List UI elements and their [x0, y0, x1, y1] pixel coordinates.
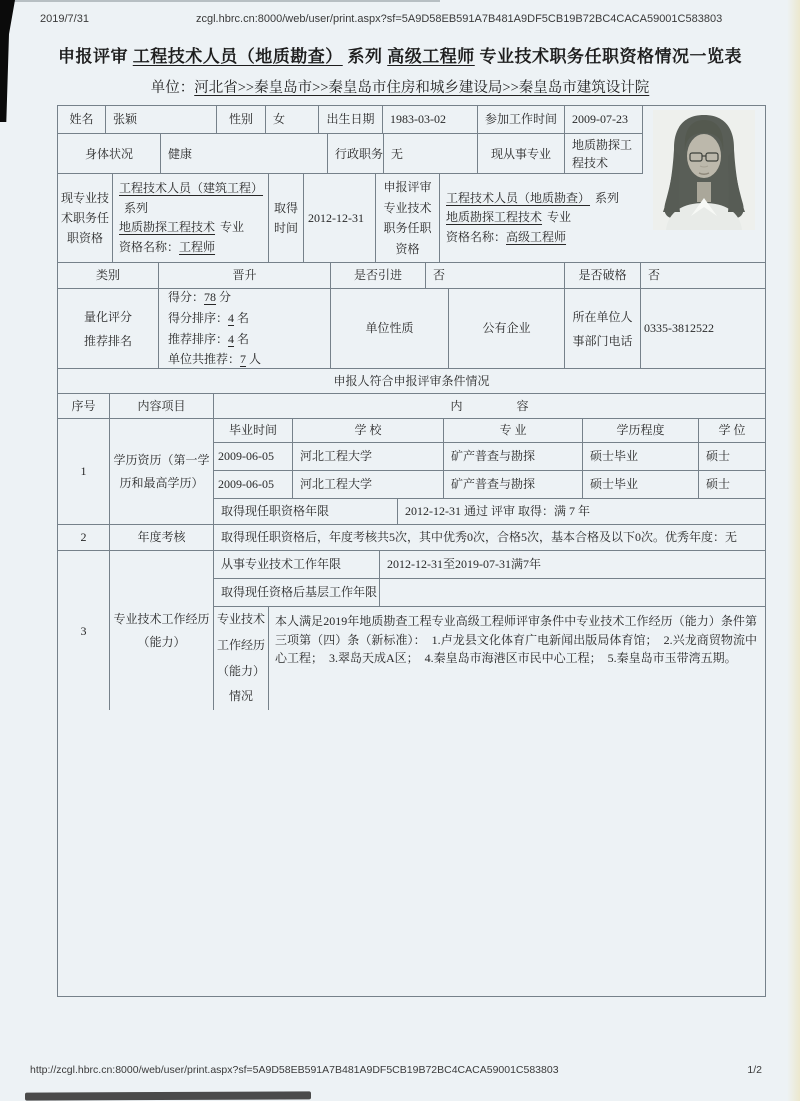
rec-rank-value: 4 [228, 331, 235, 346]
score-label: 得分： [168, 290, 205, 305]
org-type-label: 单位性质 [331, 289, 449, 369]
profession-value: 地质勘探工程技术 [565, 134, 643, 174]
work-start-value: 2009-07-23 [565, 106, 643, 134]
rec-rank-label: 推荐排序： [168, 331, 229, 346]
experience-situation-label [214, 607, 269, 710]
apply-qual-content [440, 184, 625, 252]
category-value: 晋升 [159, 263, 331, 289]
score-rank-label: 得分排序： [168, 310, 229, 325]
scan-artifact-bottom-bar [25, 1091, 311, 1100]
title-rank: 高级工程师 [387, 47, 475, 66]
apply-qual-name: 高级工程师 [506, 229, 567, 244]
birth-value: 1983-03-02 [383, 106, 478, 134]
print-footer-url: http://zcgl.hbrc.cn:8000/web/user/print.aspx?sf=5A9D58EB591A7B481A9DF5CB19B72BC4CACA59001C583803 [30, 1064, 559, 1076]
unit-label: 单位： [150, 80, 195, 96]
edu-major: 矿产普查与勘探 [444, 471, 583, 499]
item-col-header: 内容项目 [110, 394, 214, 419]
apply-qual-series: 工程技术人员（地质勘查） [446, 190, 591, 205]
conditions-header: 申报人符合申报评审条件情况 [58, 369, 765, 394]
situation-label-line: 工作经历 [216, 637, 265, 652]
apply-qual-major: 地质勘探工程技术 [446, 210, 543, 225]
profession-label: 现从事专业 [478, 134, 565, 174]
print-footer-page-number: 1/2 [747, 1064, 762, 1076]
edu-header-grad-date: 毕业时间 [214, 419, 293, 443]
unit-breadcrumb: 河北省>>秦皇岛市>>秦皇岛市住房和城乡建设局>>秦皇岛市建筑设计院 [194, 80, 650, 96]
work-years-value: 2012-12-31至2019-07-31满7年 [380, 551, 765, 579]
situation-label-line: 情况 [228, 689, 253, 704]
score-value: 78 [204, 290, 217, 305]
name-label: 姓名 [58, 106, 106, 134]
current-qual-major-suffix: 专业 [220, 220, 245, 235]
table-row [214, 471, 765, 499]
grassroots-value [380, 579, 765, 607]
edu-major: 矿产普查与勘探 [444, 443, 583, 471]
portrait-image [653, 110, 755, 230]
edu-degree-level: 硕士毕业 [583, 471, 699, 499]
seq-col-header: 序号 [58, 394, 110, 419]
form-table [57, 105, 766, 997]
hr-phone-value: 0335-3812522 [641, 289, 765, 369]
gender-label: 性别 [217, 106, 266, 134]
score-block-label-line1: 量化评分 [83, 309, 132, 324]
grassroots-label: 取得现任资格后基层工作年限 [214, 579, 380, 607]
gender-value: 女 [266, 106, 319, 134]
unit-line [0, 76, 800, 97]
health-value: 健康 [161, 134, 328, 174]
score-rank-value: 4 [228, 310, 235, 325]
hr-phone-label: 所在单位人事部门电话 [565, 289, 641, 369]
current-qual-name-label: 资格名称： [119, 239, 180, 254]
edu-school: 河北工程大学 [293, 471, 444, 499]
exception-label: 是否破格 [565, 263, 641, 289]
obtain-time-label: 取得时间 [269, 174, 304, 263]
experience-seq: 3 [58, 551, 110, 710]
apply-qual-name-label: 资格名称： [446, 229, 507, 244]
situation-label-line: 专业技术 [216, 612, 265, 626]
scan-artifact-right-strip [787, 0, 800, 1101]
current-qual-label: 现专业技术职务任职资格 [58, 174, 113, 263]
content-col-header: 内容 [214, 394, 765, 419]
edu-header-school: 学 校 [293, 419, 444, 443]
table-row [214, 443, 765, 471]
apply-qual-series-suffix: 系列 [595, 190, 620, 205]
print-header-url: zcgl.hbrc.cn:8000/web/user/print.aspx?sf=5A9D58EB591A7B481A9DF5CB19B72BC4CACA59001C583803 [196, 13, 723, 25]
rec-rank-unit: 名 [237, 331, 250, 346]
edu-header-major: 专 业 [444, 419, 583, 443]
experience-text: 本人满足2019年地质勘查工程专业高级工程师评审条件中专业技术工作经历（能力）条件第三项第（四）条（新标准）： 1.卢龙县文化体育广电新闻出版局体育馆； 2.兴龙商贸物流中心工程； 3.翠岛天成A区； 4.秦皇岛市海港区市民中心工程； 5.秦皇岛市玉带湾五期。 [275, 614, 757, 666]
birth-label: 出生日期 [319, 106, 383, 134]
score-unit: 分 [219, 290, 232, 305]
tenure-value: 2012-12-31 通过 评审 取得：满 7 年 [398, 499, 765, 525]
applicant-photo [643, 106, 765, 263]
score-block-label-line2: 推荐排名 [83, 333, 132, 348]
total-rec-unit: 人 [249, 352, 262, 367]
title-series-label: 系列 [347, 47, 383, 66]
obtain-time-value: 2012-12-31 [304, 174, 376, 263]
apply-qual-label: 申报评审专业技术职务任职资格 [376, 174, 440, 263]
exception-value: 否 [641, 263, 765, 289]
edu-header-degree-level: 学历程度 [583, 419, 699, 443]
assessment-seq: 2 [58, 525, 110, 551]
current-qual-major: 地质勘探工程技术 [119, 220, 216, 235]
edu-header-degree: 学 位 [699, 419, 765, 443]
score-details [159, 289, 331, 369]
edu-grad-date: 2009-06-05 [214, 471, 293, 499]
scan-artifact-topline [0, 0, 440, 2]
import-value: 否 [426, 263, 565, 289]
current-qual-content [113, 174, 268, 262]
edu-school: 河北工程大学 [293, 443, 444, 471]
edu-grad-date: 2009-06-05 [214, 443, 293, 471]
work-years-label: 从事专业技术工作年限 [214, 551, 380, 579]
name-value: 张颖 [106, 106, 217, 134]
import-label: 是否引进 [331, 263, 426, 289]
education-seq: 1 [58, 419, 110, 525]
category-label: 类别 [58, 263, 159, 289]
org-type-value: 公有企业 [449, 289, 565, 369]
experience-item: 专业技术工作经历（能力） [110, 551, 214, 710]
assessment-text: 取得现任职资格后，年度考核共5次，其中优秀0次，合格5次，基本合格及以下0次。优秀年度：无 [214, 525, 765, 551]
edu-degree: 硕士 [699, 471, 765, 499]
title-suffix: 专业技术职务任职资格情况一览表 [479, 47, 742, 66]
score-block-label [58, 289, 159, 369]
apply-qual-major-suffix: 专业 [547, 210, 572, 225]
admin-label: 行政职务 [328, 134, 384, 174]
admin-value: 无 [384, 134, 478, 174]
current-qual-name: 工程师 [179, 239, 216, 254]
work-start-label: 参加工作时间 [478, 106, 565, 134]
tenure-label: 取得现任职资格年限 [214, 499, 398, 525]
print-header-date: 2019/7/31 [40, 13, 89, 25]
current-qual-series: 工程技术人员（建筑工程） [119, 181, 264, 196]
health-label: 身体状况 [58, 134, 161, 174]
title-series: 工程技术人员（地质勘查） [132, 47, 343, 66]
score-rank-unit: 名 [237, 310, 250, 325]
total-rec-label: 单位共推荐： [168, 352, 241, 367]
edu-degree: 硕士 [699, 443, 765, 471]
title-prefix: 申报评审 [58, 47, 128, 66]
assessment-item: 年度考核 [110, 525, 214, 551]
page-title [0, 42, 800, 67]
education-item: 学历资历（第一学历和最高学历） [110, 419, 214, 525]
current-qual-series-suffix: 系列 [124, 200, 149, 215]
situation-label-line: （能力） [216, 663, 265, 678]
total-rec-value: 7 [240, 352, 247, 367]
edu-degree-level: 硕士毕业 [583, 443, 699, 471]
